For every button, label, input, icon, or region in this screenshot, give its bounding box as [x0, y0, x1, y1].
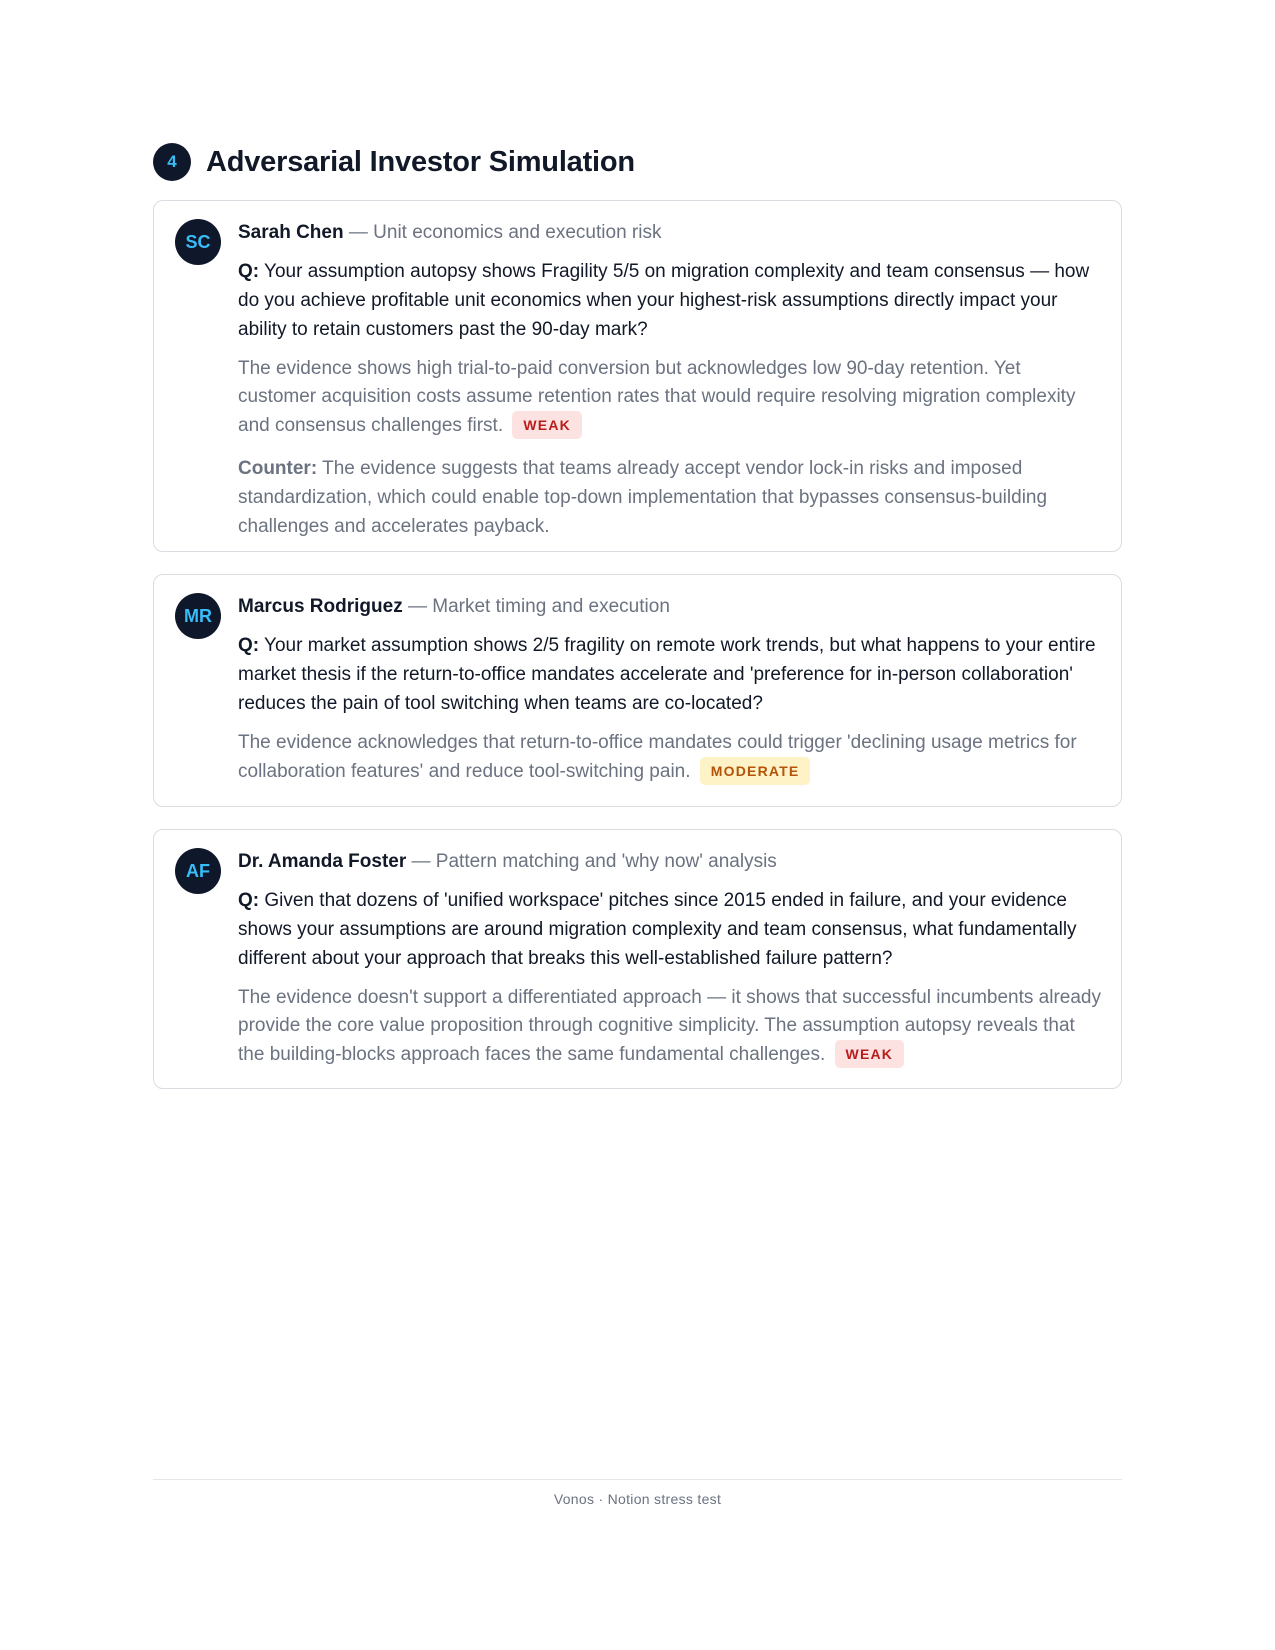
- answer-text: The evidence acknowledges that return-to-office mandates could trigger 'declining usage metrics for collaboration features' and reduce tool-switching pain.: [238, 732, 1077, 782]
- investor-question: [238, 886, 1104, 973]
- investor-persona: [238, 594, 1104, 620]
- counter-text: The evidence suggests that teams already accept vendor lock-in risks and imposed standardization, which could enable top-down implementation that bypasses consensus-building challenges and accelerates payback.: [238, 458, 1048, 537]
- question-label: Q:: [238, 261, 260, 282]
- investor-name: Sarah Chen: [238, 222, 344, 243]
- avatar: MR: [175, 593, 221, 639]
- answer-text: The evidence shows high trial-to-paid conversion but acknowledges low 90-day retention. Yet customer acquisition costs assume retention rates that would require resolving migration complexity and consensus challenges first.: [238, 358, 1076, 436]
- rating-badge-weak: WEAK: [835, 1040, 905, 1068]
- investor-card-body: [238, 849, 1104, 1069]
- investor-focus: Unit economics and execution risk: [373, 222, 662, 243]
- investor-card-body: [238, 220, 1104, 541]
- question-text: Your market assumption shows 2/5 fragility on remote work trends, but what happens to your entire market thesis if the return-to-office mandates accelerate and 'preference for in-person collaboration' reduces the pain of tool switching when teams are co-located?: [238, 635, 1096, 714]
- investor-card: [153, 829, 1122, 1089]
- persona-separator: —: [406, 851, 436, 872]
- investor-card: [153, 200, 1122, 552]
- investor-name: Dr. Amanda Foster: [238, 851, 407, 872]
- investor-focus: Pattern matching and 'why now' analysis: [435, 851, 777, 872]
- section-number-badge: 4: [153, 143, 191, 181]
- footer-divider: [153, 1479, 1122, 1480]
- evidence-answer: [238, 355, 1104, 440]
- avatar: AF: [175, 848, 221, 894]
- page-footer: Vonos · Notion stress test: [553, 1491, 722, 1507]
- evidence-answer: [238, 984, 1104, 1069]
- question-text: Given that dozens of 'unified workspace' pitches since 2015 ended in failure, and your evidence shows your assumptions are around migration complexity and team consensus, what fundamentally different about your approach that breaks this well-established failure pattern?: [238, 890, 1077, 969]
- investor-card-body: [238, 594, 1104, 786]
- investor-question: [238, 257, 1104, 344]
- investor-card: [153, 574, 1122, 807]
- section-header: [153, 143, 635, 181]
- persona-separator: —: [343, 222, 374, 243]
- investor-persona: [238, 849, 1104, 875]
- section-title: Adversarial Investor Simulation: [206, 145, 635, 178]
- investor-persona: [238, 220, 1104, 246]
- evidence-answer: [238, 729, 1104, 786]
- question-label: Q:: [238, 635, 260, 656]
- investor-question: [238, 631, 1104, 718]
- rating-badge-weak: WEAK: [512, 411, 582, 439]
- question-text: Your assumption autopsy shows Fragility 5/5 on migration complexity and team consensus — how do you achieve profitable unit economics when your highest-risk assumptions directly impact your ability to retain customers past the 90-day mark?: [238, 261, 1090, 340]
- investor-name: Marcus Rodriguez: [238, 596, 403, 617]
- answer-text: The evidence doesn't support a differentiated approach — it shows that successful incumbents already provide the core value proposition through cognitive simplicity. The assumption autopsy reveals that the building-blocks approach faces the same fundamental challenges.: [238, 987, 1101, 1065]
- persona-separator: —: [402, 596, 433, 617]
- counter-argument: [238, 454, 1104, 541]
- avatar: SC: [175, 219, 221, 265]
- question-label: Q:: [238, 890, 260, 911]
- rating-badge-moderate: MODERATE: [700, 757, 811, 785]
- counter-label: Counter:: [238, 458, 318, 479]
- investor-focus: Market timing and execution: [432, 596, 670, 617]
